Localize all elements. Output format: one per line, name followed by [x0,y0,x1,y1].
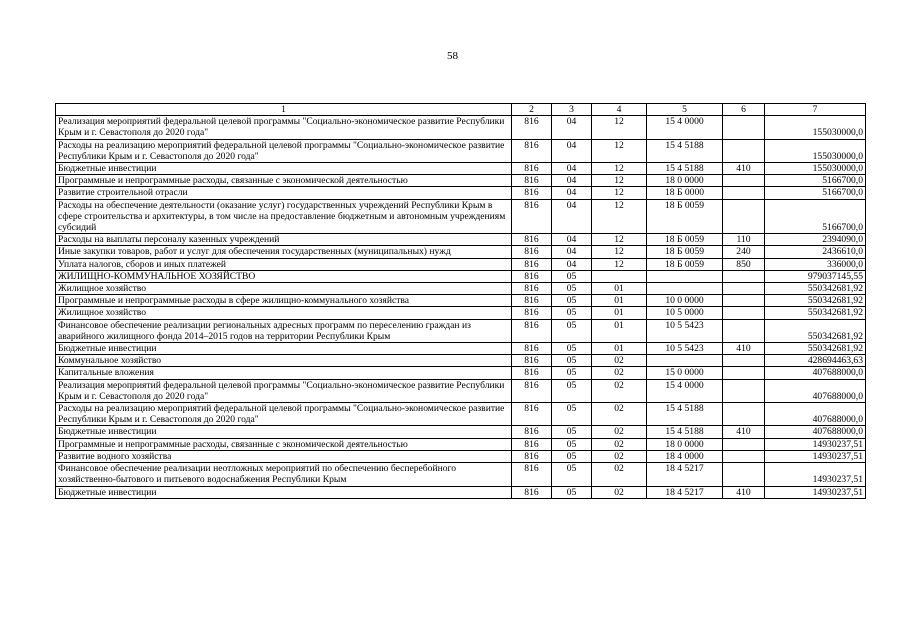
row-subsection-cell: 02 [592,463,647,486]
row-expense-type-cell: 110 [723,234,765,246]
row-expense-type-cell: 410 [723,343,765,355]
row-name-cell: Жилищное хозяйство [56,307,512,319]
row-section-cell: 05 [552,463,592,486]
row-target-article-cell: 15 4 0000 [647,116,723,139]
row-admin-code-cell: 816 [512,367,552,379]
table-row [56,163,866,175]
row-name-cell: Финансовое обеспечение реализации неотложных мероприятий по обеспечению бесперебойного хозяйственно-бытового и питьевого водоснабжения Республики Крым [56,463,512,486]
row-admin-code-cell: 816 [512,438,552,450]
row-admin-code-cell: 816 [512,295,552,307]
row-amount-cell: 155030000,0 [765,116,866,139]
row-target-article-cell: 15 4 5188 [647,403,723,426]
row-name-cell: Уплата налогов, сборов и иных платежей [56,258,512,270]
table-row [56,246,866,258]
row-expense-type-cell [723,199,765,234]
row-expense-type-cell [723,283,765,295]
table-row [56,283,866,295]
row-expense-type-cell [723,463,765,486]
row-section-cell: 04 [552,199,592,234]
row-admin-code-cell: 816 [512,139,552,162]
row-admin-code-cell: 816 [512,199,552,234]
row-section-cell: 04 [552,234,592,246]
row-subsection-cell: 02 [592,438,647,450]
table-row [56,199,866,234]
table-row [56,379,866,402]
row-amount-cell: 550342681,92 [765,319,866,342]
row-target-article-cell [647,355,723,367]
row-subsection-cell: 02 [592,403,647,426]
row-name-cell: Реализация мероприятий федеральной целевой программы "Социально-экономическое развитие Республики Крым и г. Севастополя до 2020 года" [56,116,512,139]
row-amount-cell: 2436610,0 [765,246,866,258]
row-expense-type-cell: 410 [723,163,765,175]
row-amount-cell: 407688000,0 [765,379,866,402]
row-expense-type-cell [723,175,765,187]
row-admin-code-cell: 816 [512,463,552,486]
row-amount-cell: 5166700,0 [765,187,866,199]
row-expense-type-cell [723,187,765,199]
row-section-cell: 05 [552,283,592,295]
row-subsection-cell: 12 [592,246,647,258]
row-amount-cell: 155030000,0 [765,163,866,175]
row-expense-type-cell [723,139,765,162]
row-subsection-cell: 12 [592,199,647,234]
row-section-cell: 05 [552,486,592,498]
row-name-cell: Бюджетные инвестиции [56,486,512,498]
row-section-cell: 04 [552,246,592,258]
row-section-cell: 05 [552,367,592,379]
row-name-cell: Развитие водного хозяйства [56,450,512,462]
row-amount-cell: 336000,0 [765,258,866,270]
row-amount-cell: 5166700,0 [765,199,866,234]
row-name-cell: Бюджетные инвестиции [56,343,512,355]
row-target-article-cell: 18 0 0000 [647,438,723,450]
row-target-article-cell: 10 5 0000 [647,307,723,319]
row-subsection-cell: 02 [592,379,647,402]
row-name-cell: Реализация мероприятий федеральной целевой программы "Социально-экономическое развитие Республики Крым и г. Севастополя до 2020 года" [56,379,512,402]
row-target-article-cell: 15 4 5188 [647,163,723,175]
row-expense-type-cell [723,403,765,426]
row-section-cell: 05 [552,355,592,367]
header-cell: 6 [723,104,765,116]
row-section-cell: 05 [552,438,592,450]
row-section-cell: 05 [552,319,592,342]
row-target-article-cell: 18 0 0000 [647,175,723,187]
row-subsection-cell [592,270,647,282]
row-admin-code-cell: 816 [512,163,552,175]
table-row [56,355,866,367]
row-amount-cell: 155030000,0 [765,139,866,162]
row-admin-code-cell: 816 [512,270,552,282]
row-admin-code-cell: 816 [512,403,552,426]
row-amount-cell: 5166700,0 [765,175,866,187]
row-target-article-cell: 18 4 5217 [647,463,723,486]
row-target-article-cell: 10 0 0000 [647,295,723,307]
row-subsection-cell: 02 [592,486,647,498]
row-subsection-cell: 01 [592,295,647,307]
row-section-cell: 05 [552,403,592,426]
table-row [56,426,866,438]
row-section-cell: 04 [552,116,592,139]
header-cell: 1 [56,104,512,116]
table-row [56,139,866,162]
row-target-article-cell [647,270,723,282]
row-name-cell: Бюджетные инвестиции [56,426,512,438]
row-amount-cell: 14930237,51 [765,463,866,486]
table-row [56,258,866,270]
header-cell: 7 [765,104,866,116]
row-subsection-cell: 01 [592,307,647,319]
row-name-cell: Капитальные вложения [56,367,512,379]
row-expense-type-cell [723,367,765,379]
row-admin-code-cell: 816 [512,258,552,270]
row-target-article-cell: 18 Б 0000 [647,187,723,199]
row-subsection-cell: 01 [592,319,647,342]
row-target-article-cell: 10 5 5423 [647,343,723,355]
row-target-article-cell: 18 Б 0059 [647,258,723,270]
row-expense-type-cell [723,270,765,282]
row-admin-code-cell: 816 [512,234,552,246]
row-target-article-cell: 18 4 5217 [647,486,723,498]
row-name-cell: Развитие строительной отрасли [56,187,512,199]
row-target-article-cell: 18 4 0000 [647,450,723,462]
header-cell: 3 [552,104,592,116]
row-section-cell: 04 [552,139,592,162]
row-admin-code-cell: 816 [512,246,552,258]
row-admin-code-cell: 816 [512,426,552,438]
row-amount-cell: 14930237,51 [765,438,866,450]
row-admin-code-cell: 816 [512,116,552,139]
table-row [56,403,866,426]
row-name-cell: Расходы на выплаты персоналу казенных учреждений [56,234,512,246]
row-name-cell: Жилищное хозяйство [56,283,512,295]
row-expense-type-cell: 410 [723,426,765,438]
row-subsection-cell: 12 [592,163,647,175]
table-row [56,463,866,486]
row-expense-type-cell: 850 [723,258,765,270]
header-cell: 5 [647,104,723,116]
row-subsection-cell: 12 [592,187,647,199]
row-expense-type-cell: 410 [723,486,765,498]
table-row [56,175,866,187]
row-amount-cell: 550342681,92 [765,343,866,355]
row-admin-code-cell: 816 [512,486,552,498]
table-row [56,187,866,199]
row-amount-cell: 550342681,92 [765,295,866,307]
row-name-cell: Расходы на реализацию мероприятий федеральной целевой программы "Социально-экономическое развитие Республики Крым и г. Севастополя до 2020 года" [56,139,512,162]
row-expense-type-cell [723,379,765,402]
row-admin-code-cell: 816 [512,355,552,367]
row-name-cell: Программные и непрограммные расходы, связанные с экономической деятельностью [56,175,512,187]
row-amount-cell: 14930237,51 [765,450,866,462]
row-subsection-cell: 12 [592,258,647,270]
row-section-cell: 05 [552,426,592,438]
row-target-article-cell [647,283,723,295]
table-row [56,450,866,462]
row-admin-code-cell: 816 [512,187,552,199]
row-amount-cell: 407688000,0 [765,403,866,426]
row-target-article-cell: 18 Б 0059 [647,234,723,246]
row-expense-type-cell [723,116,765,139]
row-section-cell: 05 [552,379,592,402]
row-section-cell: 05 [552,270,592,282]
table-row [56,367,866,379]
table-row [56,438,866,450]
table-row [56,307,866,319]
table-header-row [56,104,866,116]
header-cell: 2 [512,104,552,116]
row-name-cell: Бюджетные инвестиции [56,163,512,175]
row-amount-cell: 550342681,92 [765,283,866,295]
row-section-cell: 05 [552,450,592,462]
row-name-cell: Коммунальное хозяйство [56,355,512,367]
row-amount-cell: 2394090,0 [765,234,866,246]
row-name-cell: Расходы на обеспечение деятельности (оказание услуг) государственных учреждений Республики Крым в сфере строительства и архитектуры, в том числе на предоставление бюджетным и автономным учреждениям субсидий [56,199,512,234]
row-subsection-cell: 01 [592,343,647,355]
table-row [56,343,866,355]
row-target-article-cell: 10 5 5423 [647,319,723,342]
row-name-cell: Программные и непрограммные расходы в сфере жилищно-коммунального хозяйства [56,295,512,307]
row-name-cell: Расходы на реализацию мероприятий федеральной целевой программы "Социально-экономическое развитие Республики Крым и г. Севастополя до 2020 года" [56,403,512,426]
row-name-cell: ЖИЛИЩНО-КОММУНАЛЬНОЕ ХОЗЯЙСТВО [56,270,512,282]
row-subsection-cell: 12 [592,234,647,246]
row-subsection-cell: 02 [592,426,647,438]
row-name-cell: Финансовое обеспечение реализации региональных адресных программ по переселению граждан из аварийного жилищного фонда 2014–2015 годов на территории Республики Крым [56,319,512,342]
row-subsection-cell: 12 [592,116,647,139]
row-target-article-cell: 15 4 0000 [647,379,723,402]
row-section-cell: 05 [552,307,592,319]
row-section-cell: 04 [552,258,592,270]
table-row [56,270,866,282]
row-target-article-cell: 15 4 5188 [647,139,723,162]
row-amount-cell: 407688000,0 [765,426,866,438]
row-target-article-cell: 18 Б 0059 [647,199,723,234]
table-row [56,295,866,307]
row-admin-code-cell: 816 [512,450,552,462]
row-expense-type-cell [723,355,765,367]
row-name-cell: Программные и непрограммные расходы, связанные с экономической деятельностью [56,438,512,450]
row-expense-type-cell [723,438,765,450]
row-subsection-cell: 01 [592,283,647,295]
row-target-article-cell: 15 0 0000 [647,367,723,379]
row-section-cell: 05 [552,343,592,355]
row-subsection-cell: 12 [592,175,647,187]
row-target-article-cell: 15 4 5188 [647,426,723,438]
header-cell: 4 [592,104,647,116]
row-admin-code-cell: 816 [512,343,552,355]
page-number: 58 [447,50,458,62]
table-row [56,116,866,139]
row-expense-type-cell [723,319,765,342]
row-expense-type-cell: 240 [723,246,765,258]
budget-table [55,103,866,499]
row-subsection-cell: 02 [592,367,647,379]
row-admin-code-cell: 816 [512,175,552,187]
row-amount-cell: 550342681,92 [765,307,866,319]
row-section-cell: 04 [552,175,592,187]
row-name-cell: Иные закупки товаров, работ и услуг для обеспечения государственных (муниципальных) нужд [56,246,512,258]
table-row [56,319,866,342]
row-expense-type-cell [723,307,765,319]
row-section-cell: 05 [552,295,592,307]
row-subsection-cell: 02 [592,355,647,367]
row-subsection-cell: 12 [592,139,647,162]
row-section-cell: 04 [552,163,592,175]
row-admin-code-cell: 816 [512,307,552,319]
table-row [56,234,866,246]
row-amount-cell: 428694463,63 [765,355,866,367]
row-admin-code-cell: 816 [512,319,552,342]
table-row [56,486,866,498]
row-subsection-cell: 02 [592,450,647,462]
row-section-cell: 04 [552,187,592,199]
row-expense-type-cell [723,450,765,462]
row-amount-cell: 14930237,51 [765,486,866,498]
row-target-article-cell: 18 Б 0059 [647,246,723,258]
row-admin-code-cell: 816 [512,283,552,295]
row-amount-cell: 979037145,55 [765,270,866,282]
row-admin-code-cell: 816 [512,379,552,402]
row-expense-type-cell [723,295,765,307]
row-amount-cell: 407688000,0 [765,367,866,379]
